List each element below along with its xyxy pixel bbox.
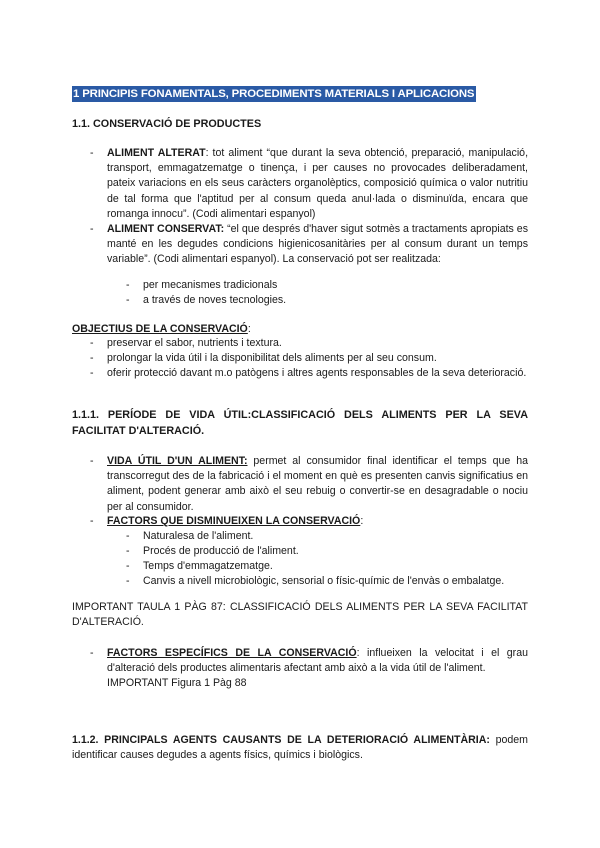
list-bullet: - xyxy=(126,279,130,291)
list-bullet: - xyxy=(90,515,94,527)
list-bullet: - xyxy=(90,223,94,235)
list-bullet: - xyxy=(90,337,94,349)
list-item: Canvis a nivell microbiològic, sensorial o físic-químic de l'envàs o embalatge. xyxy=(143,575,505,587)
term-aliment-conservat: ALIMENT CONSERVAT: xyxy=(107,223,225,235)
list-bullet: - xyxy=(126,530,130,542)
list-bullet: - xyxy=(126,545,130,557)
list-item: oferir protecció davant m.o patògens i altres agents responsables de la seva deterioració. xyxy=(107,367,527,379)
section-1-1-1-heading: 1.1.1. PERÍODE DE VIDA ÚTIL:CLASSIFICACIÓ DELS ALIMENTS PER LA SEVA FACILITAT D'ALTERACIÓ. xyxy=(72,409,528,437)
definition-text: : influeixen la velocitat i el grau d'alteració dels productes alimentaris afectant amb això a la vida útil de l'aliment. xyxy=(107,647,528,675)
definition-text: : tot aliment “que durant la seva obtenció, preparació, manipulació, transport, emmagatzematge o tinença, i per causes no provocades deliberadament, pateix variacions en els seus caràcters organolèptics, composició química o valor nutritiu de tal forma que l'aptitud per al consum queda anul·lada o disminuïda, encara que romanga innocu”. (Codi alimentari espanyol) xyxy=(107,147,529,220)
list-bullet: - xyxy=(126,575,130,587)
list-bullet: - xyxy=(126,560,130,572)
list-item: Temps d'emmagatzematge. xyxy=(143,560,273,572)
important-figura-note: IMPORTANT Figura 1 Pàg 88 xyxy=(107,677,247,689)
list-item: a través de noves tecnologies. xyxy=(143,294,287,306)
document-title: 1 PRINCIPIS FONAMENTALS, PROCEDIMENTS MATERIALS I APLICACIONS xyxy=(73,88,475,100)
list-bullet: - xyxy=(90,147,94,159)
definition-aliment-alterat xyxy=(107,146,528,222)
list-item: Procés de producció de l'aliment. xyxy=(143,545,299,557)
list-bullet: - xyxy=(126,294,130,306)
objectius-heading: OBJECTIUS DE LA CONSERVACIÓ: xyxy=(72,323,251,335)
section-1-1-2 xyxy=(72,733,528,763)
definition-factors-especifics xyxy=(107,646,528,676)
factors-heading: FACTORS QUE DISMINUEIXEN LA CONSERVACIÓ: xyxy=(107,515,364,527)
important-taula-note: IMPORTANT TAULA 1 PÀG 87: CLASSIFICACIÓ DELS ALIMENTS PER LA SEVA FACILITAT D'ALTERACIÓ. xyxy=(72,601,528,629)
definition-text: permet al consumidor final identificar el temps que ha transcorregut des de la fabricació i el moment en què es presenten canvis significatius en aliment, podent generar amb això el seu rebuig o convertir-se en desagradable o nociu per al consumidor. xyxy=(107,455,528,513)
list-item: preservar el sabor, nutrients i textura. xyxy=(107,337,282,349)
term-factors-especifics: FACTORS ESPECÍFICS DE LA CONSERVACIÓ xyxy=(107,647,357,659)
list-bullet: - xyxy=(90,352,94,364)
definition-text: “el que després d'haver sigut sotmès a tractaments apropiats es manté en les degudes condicions higienicosanitàries per al consum durant un temps variable”. (Codi alimentari espanyol). La conservació pot ser realitzada: xyxy=(107,223,528,266)
definition-vida-util xyxy=(107,454,528,515)
section-1-1-2-text: podem identificar causes degudes a agents físics, químics i biològics. xyxy=(72,734,528,762)
term-vida-util: VIDA ÚTIL D'UN ALIMENT: xyxy=(107,455,248,467)
section-1-1-2-heading: 1.1.2. PRINCIPALS AGENTS CAUSANTS DE LA DETERIORACIÓ ALIMENTÀRIA: xyxy=(72,734,490,746)
section-1-1-heading: 1.1. CONSERVACIÓ DE PRODUCTES xyxy=(72,118,262,130)
list-bullet: - xyxy=(90,455,94,467)
definition-aliment-conservat xyxy=(107,222,528,268)
term-aliment-alterat: ALIMENT ALTERAT xyxy=(107,147,206,159)
list-item: per mecanismes tradicionals xyxy=(143,279,278,291)
list-bullet: - xyxy=(90,647,94,659)
list-item: prolongar la vida útil i la disponibilitat dels aliments per al seu consum. xyxy=(107,352,437,364)
list-item: Naturalesa de l'aliment. xyxy=(143,530,254,542)
list-bullet: - xyxy=(90,367,94,379)
